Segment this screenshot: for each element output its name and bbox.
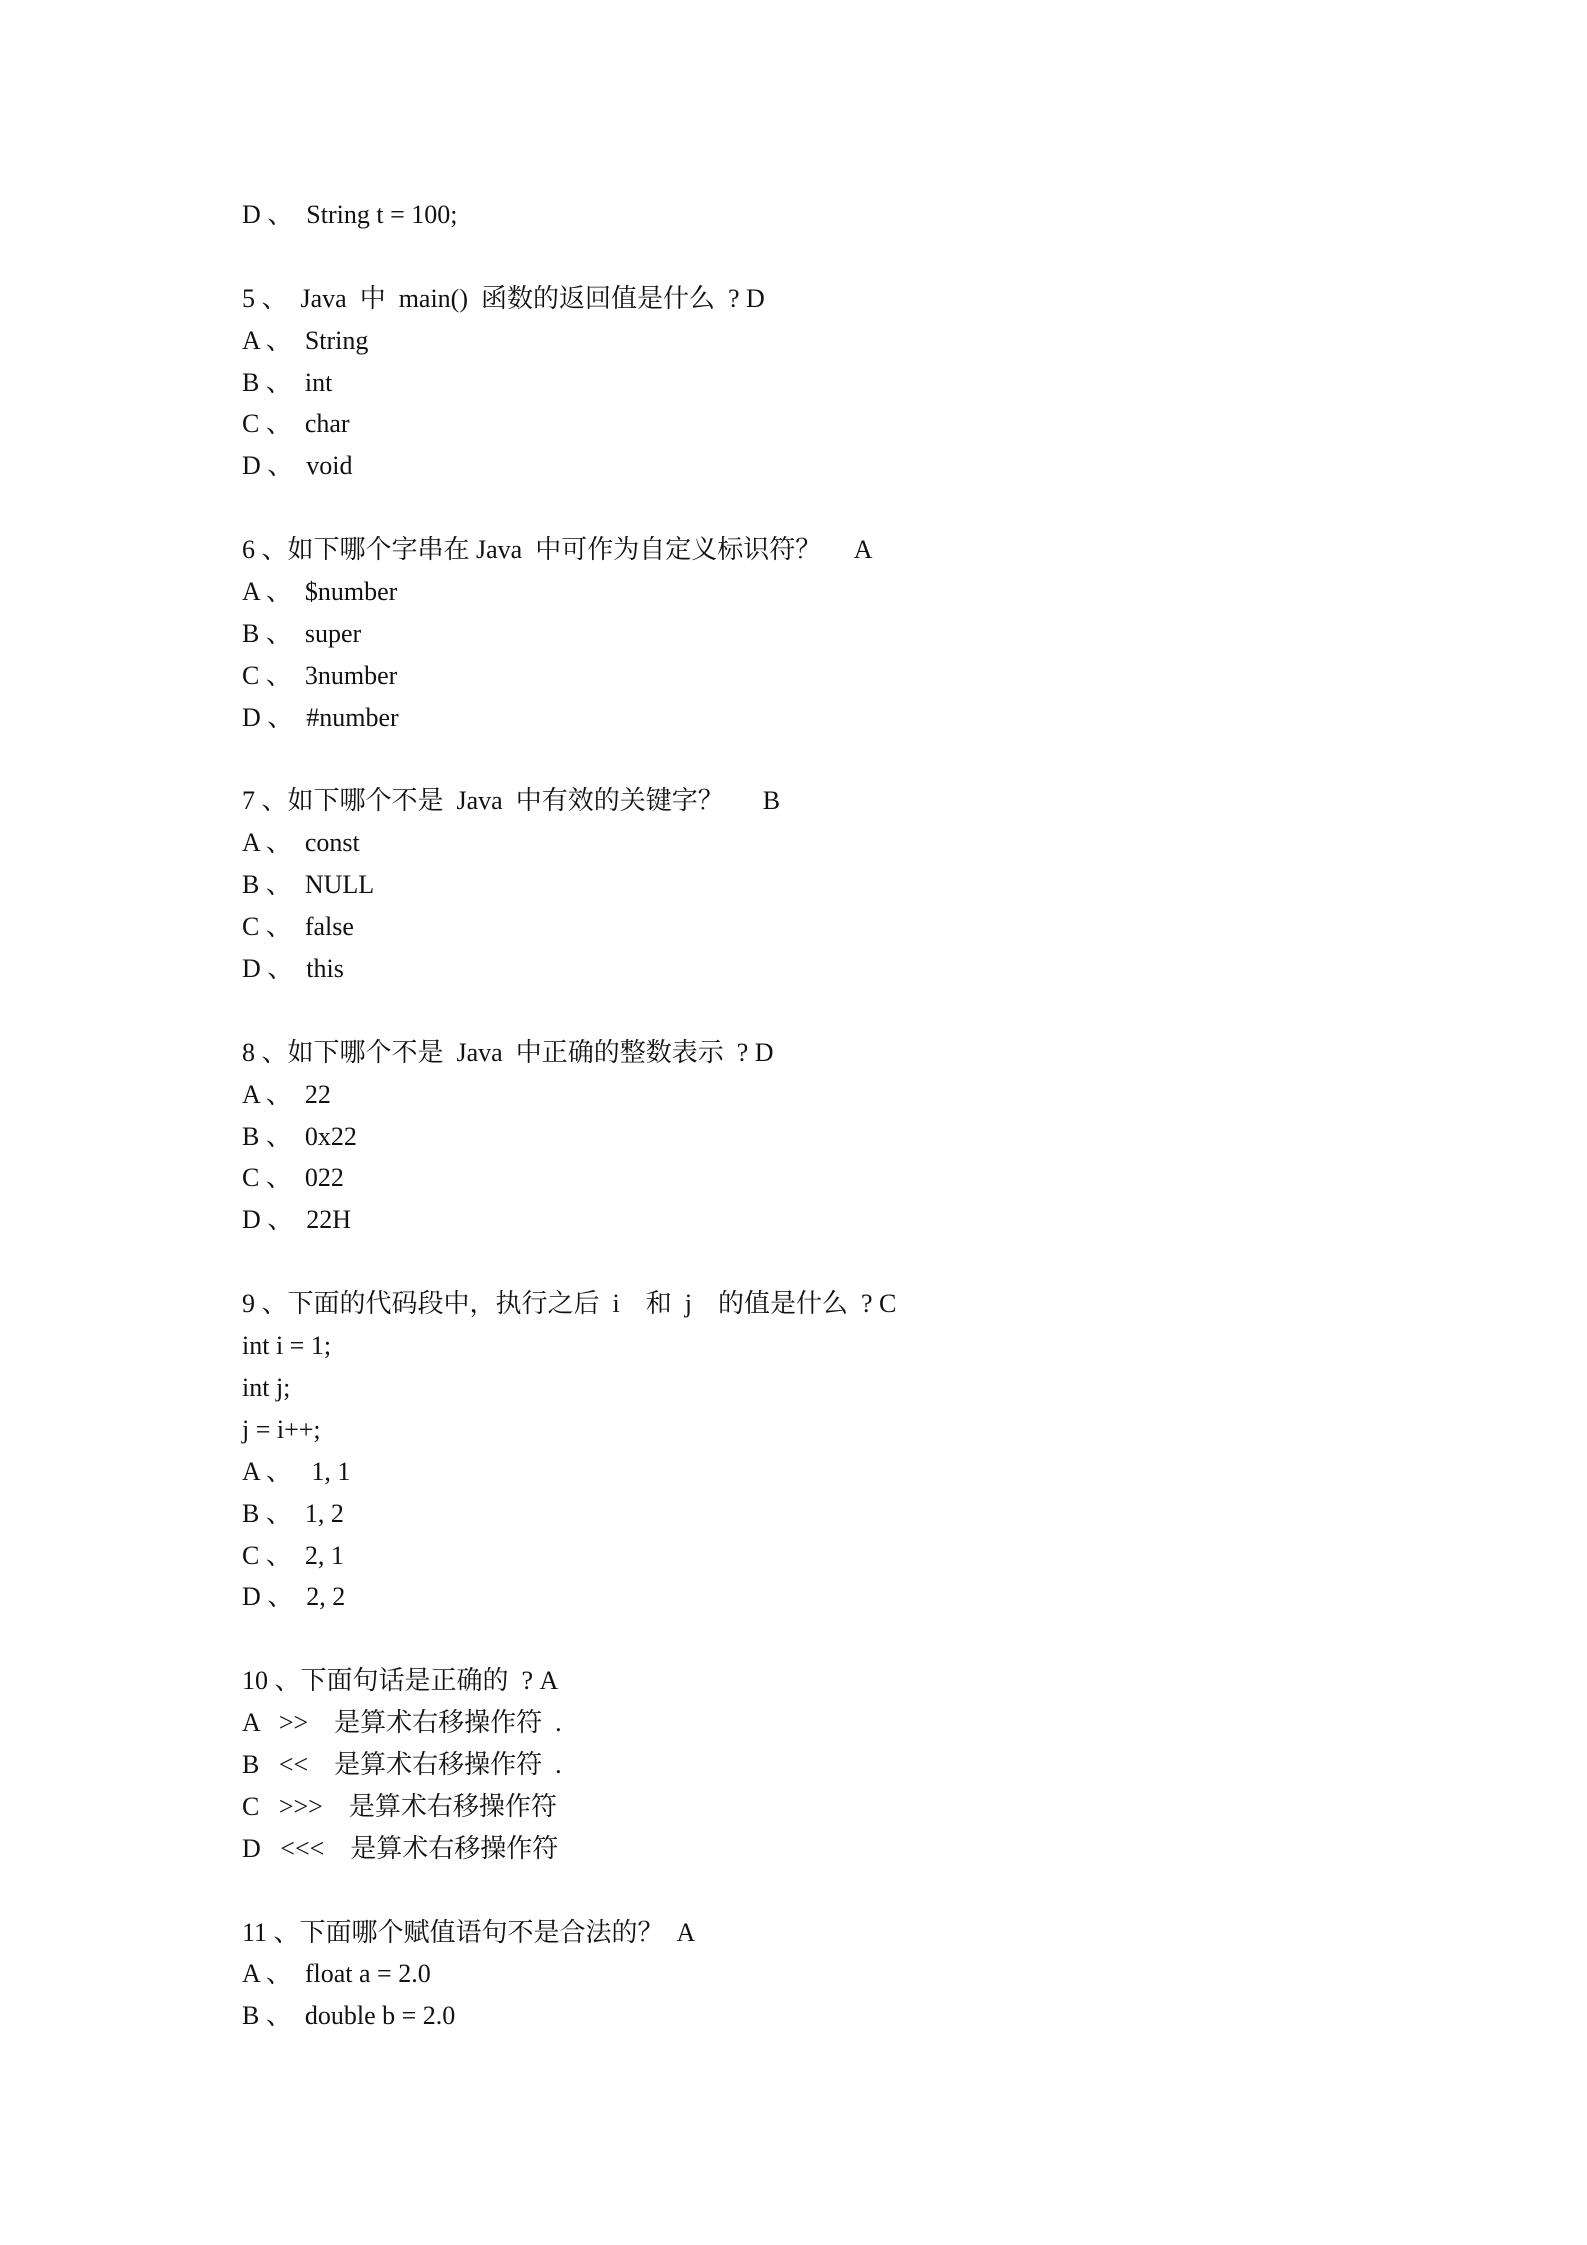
option-line: A 、 $number — [242, 577, 398, 607]
option-line: B << 是算术右移操作符 . — [242, 1749, 562, 1779]
option-line: C >>> 是算术右移操作符 — [242, 1791, 557, 1821]
option-line: A 、 String — [242, 325, 369, 355]
option-line: A >> 是算术右移操作符 . — [242, 1708, 562, 1738]
question-text: 5 、 Java 中 main() 函数的返回值是什么 ? D — [242, 283, 765, 313]
blank-line — [242, 1870, 896, 1912]
option-line: B 、 int — [242, 367, 333, 397]
option-line: C 、 022 — [242, 1163, 344, 1193]
question-block — [242, 1912, 896, 2038]
option-line: j = i++; — [242, 1414, 321, 1444]
question-text: 6 、如下哪个字串在 Java 中可作为自定义标识符？ A — [242, 535, 873, 565]
question-block — [242, 1660, 896, 1869]
option-line: B 、 super — [242, 618, 362, 648]
option-line: int i = 1; — [242, 1331, 332, 1361]
blank-line — [242, 1241, 896, 1283]
option-line: D 、 22H — [242, 1205, 352, 1235]
blank-line — [242, 487, 896, 529]
question-block — [242, 1032, 896, 1241]
option-line: D 、 this — [242, 954, 344, 984]
option-line: D 、 2, 2 — [242, 1582, 346, 1612]
option-line: A 、 22 — [242, 1079, 331, 1109]
question-block — [242, 529, 896, 738]
option-line: D 、 void — [242, 451, 353, 481]
blank-line — [242, 990, 896, 1032]
question-text: 11 、下面哪个赋值语句不是合法的？ A — [242, 1917, 696, 1947]
option-line: C 、 3number — [242, 660, 398, 690]
option-line: A 、 const — [242, 828, 360, 858]
option-line: B 、 1, 2 — [242, 1498, 344, 1528]
option-line: int j; — [242, 1372, 291, 1402]
option-line: B 、 NULL — [242, 870, 375, 900]
option-line: D 、 String t = 100; — [242, 200, 458, 229]
option-line: D <<< 是算术右移操作符 — [242, 1833, 559, 1863]
option-line: B 、 0x22 — [242, 1121, 357, 1151]
option-line: A 、 float a = 2.0 — [242, 1959, 431, 1989]
blank-line — [242, 236, 896, 278]
blank-line — [242, 739, 896, 781]
option-line: C 、 2, 1 — [242, 1540, 344, 1570]
option-line: C 、 char — [242, 409, 350, 439]
question-block — [242, 1283, 896, 1618]
option-line: C 、 false — [242, 912, 354, 942]
blank-line — [242, 1618, 896, 1660]
option-line: A 、 1, 1 — [242, 1456, 351, 1486]
question-block — [242, 278, 896, 487]
document-page — [242, 194, 896, 2037]
question-text: 8 、如下哪个不是 Java 中正确的整数表示 ? D — [242, 1037, 774, 1067]
question-block — [242, 780, 896, 989]
option-line: D 、 #number — [242, 702, 399, 732]
question-text: 10 、下面句话是正确的 ? A — [242, 1666, 559, 1696]
option-line: B 、 double b = 2.0 — [242, 2001, 456, 2031]
question-text: 7 、如下哪个不是 Java 中有效的关键字？ B — [242, 786, 781, 816]
question-text: 9 、下面的代码段中，执行之后 i 和 j 的值是什么 ? C — [242, 1289, 897, 1319]
